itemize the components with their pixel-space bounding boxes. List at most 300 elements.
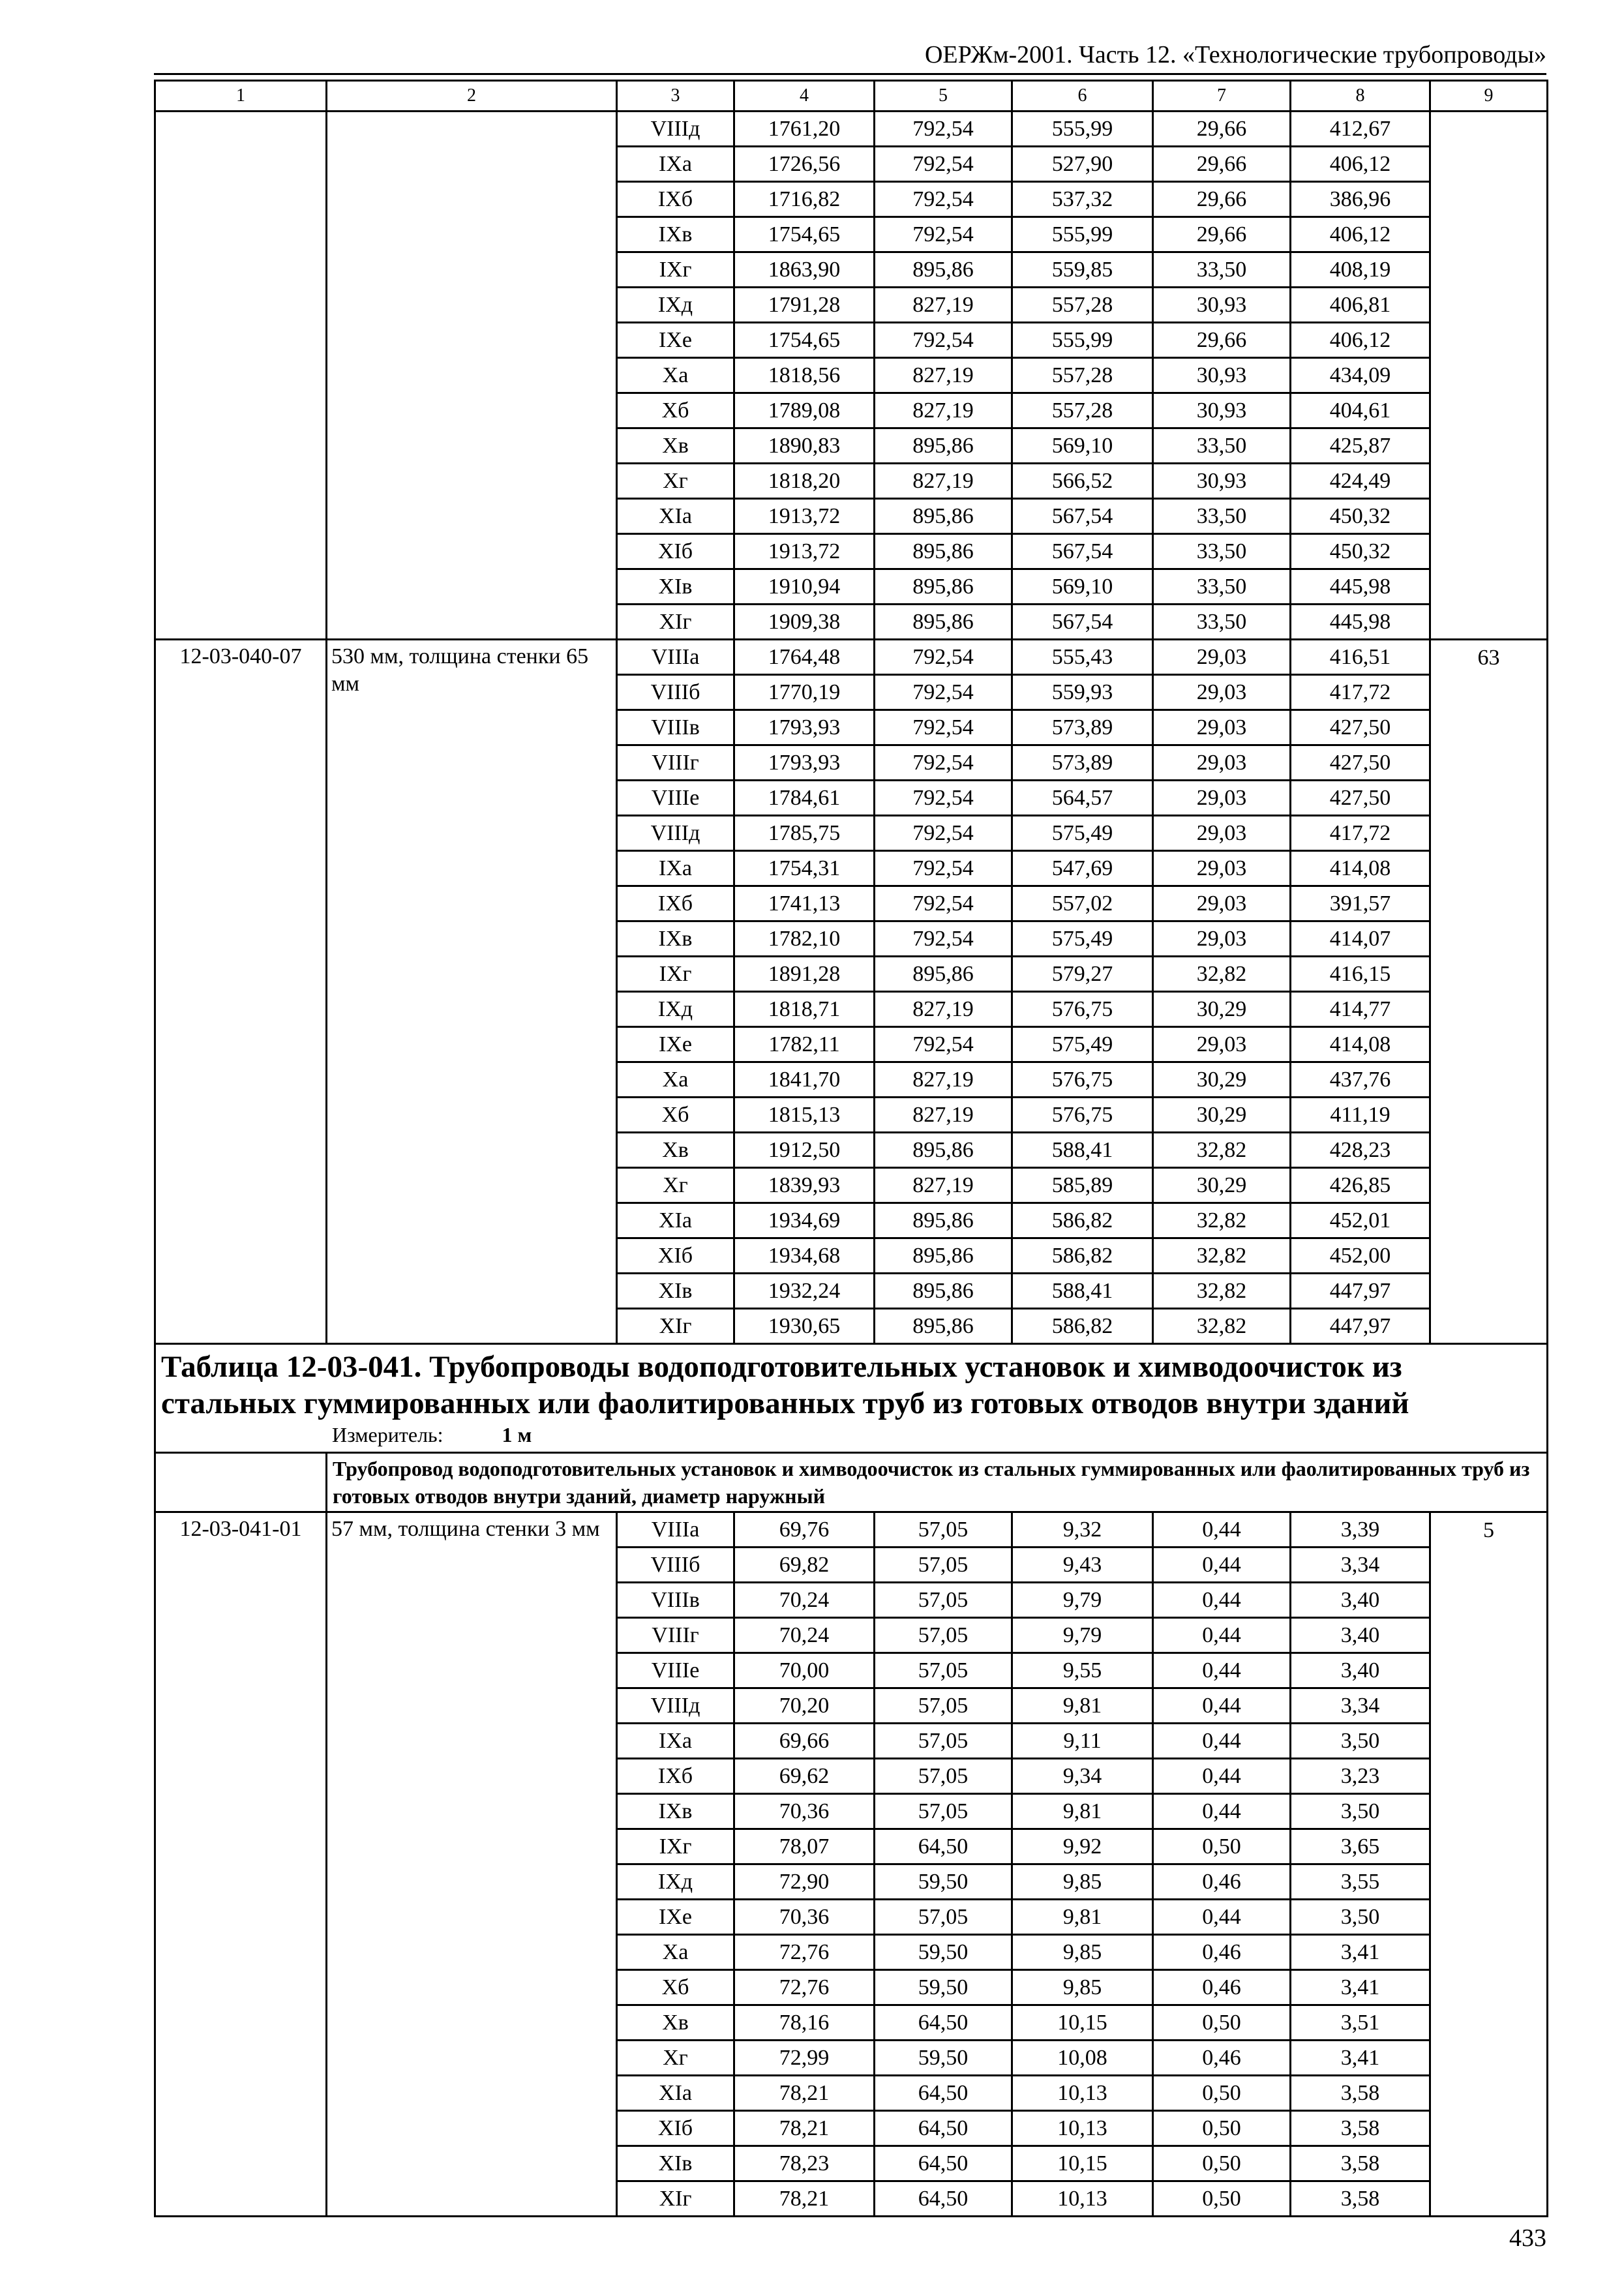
zone-cell: IXд	[617, 288, 734, 323]
value-cell: 78,21	[734, 2181, 875, 2217]
value-cell: 827,19	[875, 288, 1012, 323]
value-cell: 575,49	[1012, 1027, 1153, 1062]
zone-cell: IXд	[617, 1864, 734, 1900]
zone-cell: Xа	[617, 1935, 734, 1970]
value-cell: 0,44	[1153, 1794, 1291, 1829]
value-cell: 33,50	[1153, 569, 1291, 605]
value-cell: 569,10	[1012, 428, 1153, 464]
value-cell: 450,32	[1291, 499, 1430, 534]
value-cell: 445,98	[1291, 569, 1430, 605]
value-cell: 1754,65	[734, 323, 875, 358]
value-cell: 445,98	[1291, 605, 1430, 640]
value-cell: 452,01	[1291, 1203, 1430, 1238]
value-cell: 3,50	[1291, 1794, 1430, 1829]
value-cell: 3,40	[1291, 1653, 1430, 1688]
value-cell: 3,39	[1291, 1512, 1430, 1548]
value-cell: 417,72	[1291, 675, 1430, 710]
column-number: 3	[617, 81, 734, 112]
value-cell: 29,66	[1153, 182, 1291, 217]
value-cell: 0,44	[1153, 1512, 1291, 1548]
table-row	[155, 112, 1548, 147]
value-cell: 579,27	[1012, 957, 1153, 992]
value-cell: 555,99	[1012, 112, 1153, 147]
value-cell: 1818,71	[734, 992, 875, 1027]
zone-cell: IXе	[617, 1900, 734, 1935]
zone-cell: VIIIа	[617, 640, 734, 675]
value-cell: 57,05	[875, 1548, 1012, 1583]
value-cell: 557,28	[1012, 288, 1153, 323]
table-title: Таблица 12-03-041. Трубопроводы водоподготовительных установок и химводоочисток из стальных гуммированных или фаолитированных труб из готовых отводов внутри зданий	[161, 1350, 1409, 1420]
value-cell: 9,81	[1012, 1900, 1153, 1935]
value-cell: 3,41	[1291, 2041, 1430, 2076]
value-cell: 3,58	[1291, 2146, 1430, 2181]
value-cell: 59,50	[875, 2041, 1012, 2076]
value-cell: 1932,24	[734, 1274, 875, 1309]
value-cell: 576,75	[1012, 992, 1153, 1027]
value-cell: 0,44	[1153, 1688, 1291, 1724]
value-cell: 57,05	[875, 1759, 1012, 1794]
value-cell: 564,57	[1012, 781, 1153, 816]
value-cell: 32,82	[1153, 1309, 1291, 1344]
value-cell: 428,23	[1291, 1133, 1430, 1168]
value-cell: 0,44	[1153, 1759, 1291, 1794]
zone-cell: Xв	[617, 1133, 734, 1168]
zone-cell: XIб	[617, 1238, 734, 1274]
value-cell: 64,50	[875, 2076, 1012, 2111]
value-cell: 406,12	[1291, 147, 1430, 182]
value-cell: 29,03	[1153, 640, 1291, 675]
zone-cell: Xб	[617, 393, 734, 428]
zone-cell: XIг	[617, 1309, 734, 1344]
value-cell: 30,29	[1153, 992, 1291, 1027]
value-cell: 792,54	[875, 781, 1012, 816]
value-cell: 1754,31	[734, 851, 875, 886]
value-cell: 9,85	[1012, 1935, 1153, 1970]
value-cell: 895,86	[875, 1133, 1012, 1168]
value-cell: 57,05	[875, 1653, 1012, 1688]
value-cell: 1839,93	[734, 1168, 875, 1203]
value-cell: 10,13	[1012, 2181, 1153, 2217]
value-cell: 0,46	[1153, 2041, 1291, 2076]
value-cell: 1934,69	[734, 1203, 875, 1238]
value-cell: 57,05	[875, 1512, 1012, 1548]
value-cell: 895,86	[875, 1309, 1012, 1344]
column-9-value	[1430, 112, 1548, 640]
value-cell: 30,93	[1153, 358, 1291, 393]
value-cell: 792,54	[875, 323, 1012, 358]
value-cell: 10,15	[1012, 2005, 1153, 2041]
value-cell: 895,86	[875, 534, 1012, 569]
value-cell: 588,41	[1012, 1274, 1153, 1309]
zone-cell: Xг	[617, 1168, 734, 1203]
value-cell: 575,49	[1012, 921, 1153, 957]
value-cell: 792,54	[875, 886, 1012, 921]
zone-cell: Xб	[617, 1098, 734, 1133]
value-cell: 1890,83	[734, 428, 875, 464]
value-cell: 557,28	[1012, 393, 1153, 428]
value-cell: 59,50	[875, 1970, 1012, 2005]
zone-cell: VIIIв	[617, 710, 734, 745]
value-cell: 1818,56	[734, 358, 875, 393]
value-cell: 827,19	[875, 358, 1012, 393]
subheader-row	[155, 1453, 1548, 1512]
value-cell: 585,89	[1012, 1168, 1153, 1203]
zone-cell: VIIIб	[617, 675, 734, 710]
value-cell: 586,82	[1012, 1309, 1153, 1344]
value-cell: 425,87	[1291, 428, 1430, 464]
value-cell: 450,32	[1291, 534, 1430, 569]
value-cell: 1791,28	[734, 288, 875, 323]
value-cell: 1909,38	[734, 605, 875, 640]
zone-cell: Xв	[617, 2005, 734, 2041]
value-cell: 3,41	[1291, 1935, 1430, 1970]
value-cell: 792,54	[875, 745, 1012, 781]
value-cell: 9,81	[1012, 1794, 1153, 1829]
column-number: 5	[875, 81, 1012, 112]
value-cell: 29,03	[1153, 710, 1291, 745]
zone-cell: IXг	[617, 252, 734, 288]
value-cell: 64,50	[875, 2146, 1012, 2181]
zone-cell: IXа	[617, 147, 734, 182]
column-number: 7	[1153, 81, 1291, 112]
value-cell: 567,54	[1012, 534, 1153, 569]
value-cell: 447,97	[1291, 1274, 1430, 1309]
value-cell: 555,99	[1012, 217, 1153, 252]
zone-cell: XIг	[617, 2181, 734, 2217]
value-cell: 29,03	[1153, 781, 1291, 816]
value-cell: 9,32	[1012, 1512, 1153, 1548]
value-cell: 1793,93	[734, 710, 875, 745]
zone-cell: Xг	[617, 464, 734, 499]
value-cell: 0,46	[1153, 1970, 1291, 2005]
value-cell: 895,86	[875, 1274, 1012, 1309]
value-cell: 3,51	[1291, 2005, 1430, 2041]
value-cell: 416,15	[1291, 957, 1430, 992]
value-cell: 424,49	[1291, 464, 1430, 499]
value-cell: 827,19	[875, 1168, 1012, 1203]
value-cell: 3,58	[1291, 2181, 1430, 2217]
zone-cell: XIг	[617, 605, 734, 640]
zone-cell: IXд	[617, 992, 734, 1027]
value-cell: 10,13	[1012, 2111, 1153, 2146]
value-cell: 557,02	[1012, 886, 1153, 921]
value-cell: 414,07	[1291, 921, 1430, 957]
value-cell: 30,29	[1153, 1098, 1291, 1133]
value-cell: 567,54	[1012, 605, 1153, 640]
value-cell: 0,50	[1153, 1829, 1291, 1864]
value-cell: 827,19	[875, 393, 1012, 428]
value-cell: 417,72	[1291, 816, 1430, 851]
value-cell: 586,82	[1012, 1203, 1153, 1238]
value-cell: 792,54	[875, 710, 1012, 745]
value-cell: 3,50	[1291, 1724, 1430, 1759]
value-cell: 72,90	[734, 1864, 875, 1900]
value-cell: 426,85	[1291, 1168, 1430, 1203]
zone-cell: IXг	[617, 957, 734, 992]
value-cell: 827,19	[875, 992, 1012, 1027]
value-cell: 0,46	[1153, 1864, 1291, 1900]
value-cell: 792,54	[875, 217, 1012, 252]
value-cell: 0,44	[1153, 1724, 1291, 1759]
value-cell: 406,12	[1291, 217, 1430, 252]
value-cell: 1782,11	[734, 1027, 875, 1062]
value-cell: 3,50	[1291, 1900, 1430, 1935]
value-cell: 827,19	[875, 1098, 1012, 1133]
rate-description	[327, 112, 617, 640]
zone-cell: Xб	[617, 1970, 734, 2005]
value-cell: 427,50	[1291, 781, 1430, 816]
column-9-value: 63	[1430, 640, 1548, 1344]
zone-cell: IXе	[617, 323, 734, 358]
value-cell: 391,57	[1291, 886, 1430, 921]
value-cell: 557,28	[1012, 358, 1153, 393]
value-cell: 416,51	[1291, 640, 1430, 675]
value-cell: 57,05	[875, 1724, 1012, 1759]
value-cell: 9,79	[1012, 1618, 1153, 1653]
value-cell: 1841,70	[734, 1062, 875, 1098]
value-cell: 1741,13	[734, 886, 875, 921]
zone-cell: XIб	[617, 534, 734, 569]
zone-cell: XIв	[617, 2146, 734, 2181]
value-cell: 1785,75	[734, 816, 875, 851]
zone-cell: XIб	[617, 2111, 734, 2146]
value-cell: 792,54	[875, 816, 1012, 851]
zone-cell: IXв	[617, 217, 734, 252]
table-title-row	[155, 1344, 1548, 1453]
measure-label: Измеритель:	[332, 1423, 444, 1446]
value-cell: 895,86	[875, 1203, 1012, 1238]
value-cell: 408,19	[1291, 252, 1430, 288]
value-cell: 10,08	[1012, 2041, 1153, 2076]
value-cell: 559,85	[1012, 252, 1153, 288]
zone-cell: IXа	[617, 851, 734, 886]
value-cell: 59,50	[875, 1935, 1012, 1970]
zone-cell: VIIIг	[617, 1618, 734, 1653]
column-number: 8	[1291, 81, 1430, 112]
value-cell: 1930,65	[734, 1309, 875, 1344]
price-table	[154, 80, 1548, 2217]
subheader-text: Трубопровод водоподготовительных установок и химводоочисток из стальных гуммированных или фаолитированных труб из готовых отводов внутри зданий, диаметр наружный	[327, 1453, 1548, 1512]
value-cell: 1764,48	[734, 640, 875, 675]
value-cell: 3,34	[1291, 1548, 1430, 1583]
value-cell: 895,86	[875, 499, 1012, 534]
value-cell: 69,82	[734, 1548, 875, 1583]
value-cell: 576,75	[1012, 1062, 1153, 1098]
value-cell: 9,34	[1012, 1759, 1153, 1794]
value-cell: 1913,72	[734, 499, 875, 534]
value-cell: 78,16	[734, 2005, 875, 2041]
zone-cell: XIв	[617, 1274, 734, 1309]
value-cell: 57,05	[875, 1583, 1012, 1618]
value-cell: 1934,68	[734, 1238, 875, 1274]
value-cell: 0,50	[1153, 2181, 1291, 2217]
zone-cell: VIIIа	[617, 1512, 734, 1548]
zone-cell: IXа	[617, 1724, 734, 1759]
value-cell: 0,50	[1153, 2111, 1291, 2146]
value-cell: 537,32	[1012, 182, 1153, 217]
value-cell: 0,44	[1153, 1900, 1291, 1935]
value-cell: 827,19	[875, 464, 1012, 499]
value-cell: 406,81	[1291, 288, 1430, 323]
value-cell: 30,93	[1153, 464, 1291, 499]
zone-cell: IXв	[617, 921, 734, 957]
value-cell: 78,21	[734, 2076, 875, 2111]
value-cell: 32,82	[1153, 1274, 1291, 1309]
value-cell: 414,08	[1291, 851, 1430, 886]
column-number: 1	[155, 81, 327, 112]
value-cell: 70,00	[734, 1653, 875, 1688]
value-cell: 10,13	[1012, 2076, 1153, 2111]
value-cell: 70,24	[734, 1618, 875, 1653]
zone-cell: IXв	[617, 1794, 734, 1829]
value-cell: 10,15	[1012, 2146, 1153, 2181]
value-cell: 57,05	[875, 1900, 1012, 1935]
zone-cell: VIIIе	[617, 781, 734, 816]
value-cell: 33,50	[1153, 252, 1291, 288]
value-cell: 72,76	[734, 1970, 875, 2005]
value-cell: 452,00	[1291, 1238, 1430, 1274]
rate-code: 12-03-041-01	[155, 1512, 327, 2217]
value-cell: 29,03	[1153, 851, 1291, 886]
value-cell: 1863,90	[734, 252, 875, 288]
value-cell: 895,86	[875, 605, 1012, 640]
value-cell: 566,52	[1012, 464, 1153, 499]
value-cell: 70,36	[734, 1794, 875, 1829]
value-cell: 30,93	[1153, 393, 1291, 428]
value-cell: 29,03	[1153, 745, 1291, 781]
value-cell: 1793,93	[734, 745, 875, 781]
zone-cell: VIIIб	[617, 1548, 734, 1583]
value-cell: 9,79	[1012, 1583, 1153, 1618]
value-cell: 9,43	[1012, 1548, 1153, 1583]
column-9-value: 5	[1430, 1512, 1548, 2217]
value-cell: 555,99	[1012, 323, 1153, 358]
value-cell: 3,58	[1291, 2111, 1430, 2146]
value-cell: 30,93	[1153, 288, 1291, 323]
value-cell: 29,66	[1153, 112, 1291, 147]
value-cell: 411,19	[1291, 1098, 1430, 1133]
rate-code: 12-03-040-07	[155, 640, 327, 1344]
zone-cell: IXе	[617, 1027, 734, 1062]
zone-cell: IXг	[617, 1829, 734, 1864]
zone-cell: IXб	[617, 1759, 734, 1794]
rate-code	[155, 112, 327, 640]
value-cell: 69,66	[734, 1724, 875, 1759]
value-cell: 1784,61	[734, 781, 875, 816]
table-row	[155, 640, 1548, 675]
value-cell: 29,03	[1153, 886, 1291, 921]
value-cell: 9,85	[1012, 1864, 1153, 1900]
value-cell: 588,41	[1012, 1133, 1153, 1168]
value-cell: 0,44	[1153, 1583, 1291, 1618]
value-cell: 1726,56	[734, 147, 875, 182]
column-number: 6	[1012, 81, 1153, 112]
value-cell: 0,44	[1153, 1548, 1291, 1583]
zone-cell: XIа	[617, 2076, 734, 2111]
value-cell: 575,49	[1012, 816, 1153, 851]
value-cell: 69,76	[734, 1512, 875, 1548]
zone-cell: VIIIд	[617, 112, 734, 147]
value-cell: 57,05	[875, 1688, 1012, 1724]
value-cell: 573,89	[1012, 745, 1153, 781]
zone-cell: XIа	[617, 499, 734, 534]
rate-description: 57 мм, толщина стенки 3 мм	[327, 1512, 617, 2217]
value-cell: 72,76	[734, 1935, 875, 1970]
value-cell: 547,69	[1012, 851, 1153, 886]
value-cell: 70,24	[734, 1583, 875, 1618]
zone-cell: XIа	[617, 1203, 734, 1238]
value-cell: 792,54	[875, 675, 1012, 710]
value-cell: 1912,50	[734, 1133, 875, 1168]
value-cell: 78,07	[734, 1829, 875, 1864]
value-cell: 0,44	[1153, 1618, 1291, 1653]
zone-cell: VIIIд	[617, 1688, 734, 1724]
value-cell: 414,08	[1291, 1027, 1430, 1062]
value-cell: 29,66	[1153, 147, 1291, 182]
value-cell: 32,82	[1153, 957, 1291, 992]
value-cell: 0,50	[1153, 2005, 1291, 2041]
value-cell: 0,50	[1153, 2076, 1291, 2111]
value-cell: 427,50	[1291, 745, 1430, 781]
column-number-row	[155, 81, 1548, 112]
value-cell: 527,90	[1012, 147, 1153, 182]
value-cell: 573,89	[1012, 710, 1153, 745]
value-cell: 412,67	[1291, 112, 1430, 147]
value-cell: 1761,20	[734, 112, 875, 147]
zone-cell: VIIIе	[617, 1653, 734, 1688]
value-cell: 9,92	[1012, 1829, 1153, 1864]
value-cell: 9,55	[1012, 1653, 1153, 1688]
zone-cell: Xв	[617, 428, 734, 464]
value-cell: 895,86	[875, 957, 1012, 992]
column-number: 4	[734, 81, 875, 112]
measure-line	[161, 1422, 1541, 1448]
zone-cell: VIIIв	[617, 1583, 734, 1618]
value-cell: 895,86	[875, 428, 1012, 464]
zone-cell: XIв	[617, 569, 734, 605]
value-cell: 69,62	[734, 1759, 875, 1794]
value-cell: 576,75	[1012, 1098, 1153, 1133]
value-cell: 3,40	[1291, 1583, 1430, 1618]
value-cell: 29,66	[1153, 323, 1291, 358]
value-cell: 447,97	[1291, 1309, 1430, 1344]
value-cell: 3,65	[1291, 1829, 1430, 1864]
value-cell: 437,76	[1291, 1062, 1430, 1098]
running-header: ОЕРЖм-2001. Часть 12. «Технологические трубопроводы»	[924, 41, 1546, 68]
zone-cell: Xа	[617, 1062, 734, 1098]
value-cell: 70,20	[734, 1688, 875, 1724]
value-cell: 404,61	[1291, 393, 1430, 428]
zone-cell: VIIIг	[617, 745, 734, 781]
zone-cell: IXб	[617, 182, 734, 217]
value-cell: 427,50	[1291, 710, 1430, 745]
value-cell: 33,50	[1153, 428, 1291, 464]
value-cell: 586,82	[1012, 1238, 1153, 1274]
value-cell: 30,29	[1153, 1168, 1291, 1203]
value-cell: 64,50	[875, 1829, 1012, 1864]
value-cell: 3,55	[1291, 1864, 1430, 1900]
value-cell: 64,50	[875, 2005, 1012, 2041]
value-cell: 1891,28	[734, 957, 875, 992]
value-cell: 1716,82	[734, 182, 875, 217]
value-cell: 567,54	[1012, 499, 1153, 534]
zone-cell: IXб	[617, 886, 734, 921]
value-cell: 792,54	[875, 182, 1012, 217]
value-cell: 33,50	[1153, 499, 1291, 534]
value-cell: 78,23	[734, 2146, 875, 2181]
value-cell: 0,44	[1153, 1653, 1291, 1688]
column-number: 9	[1430, 81, 1548, 112]
